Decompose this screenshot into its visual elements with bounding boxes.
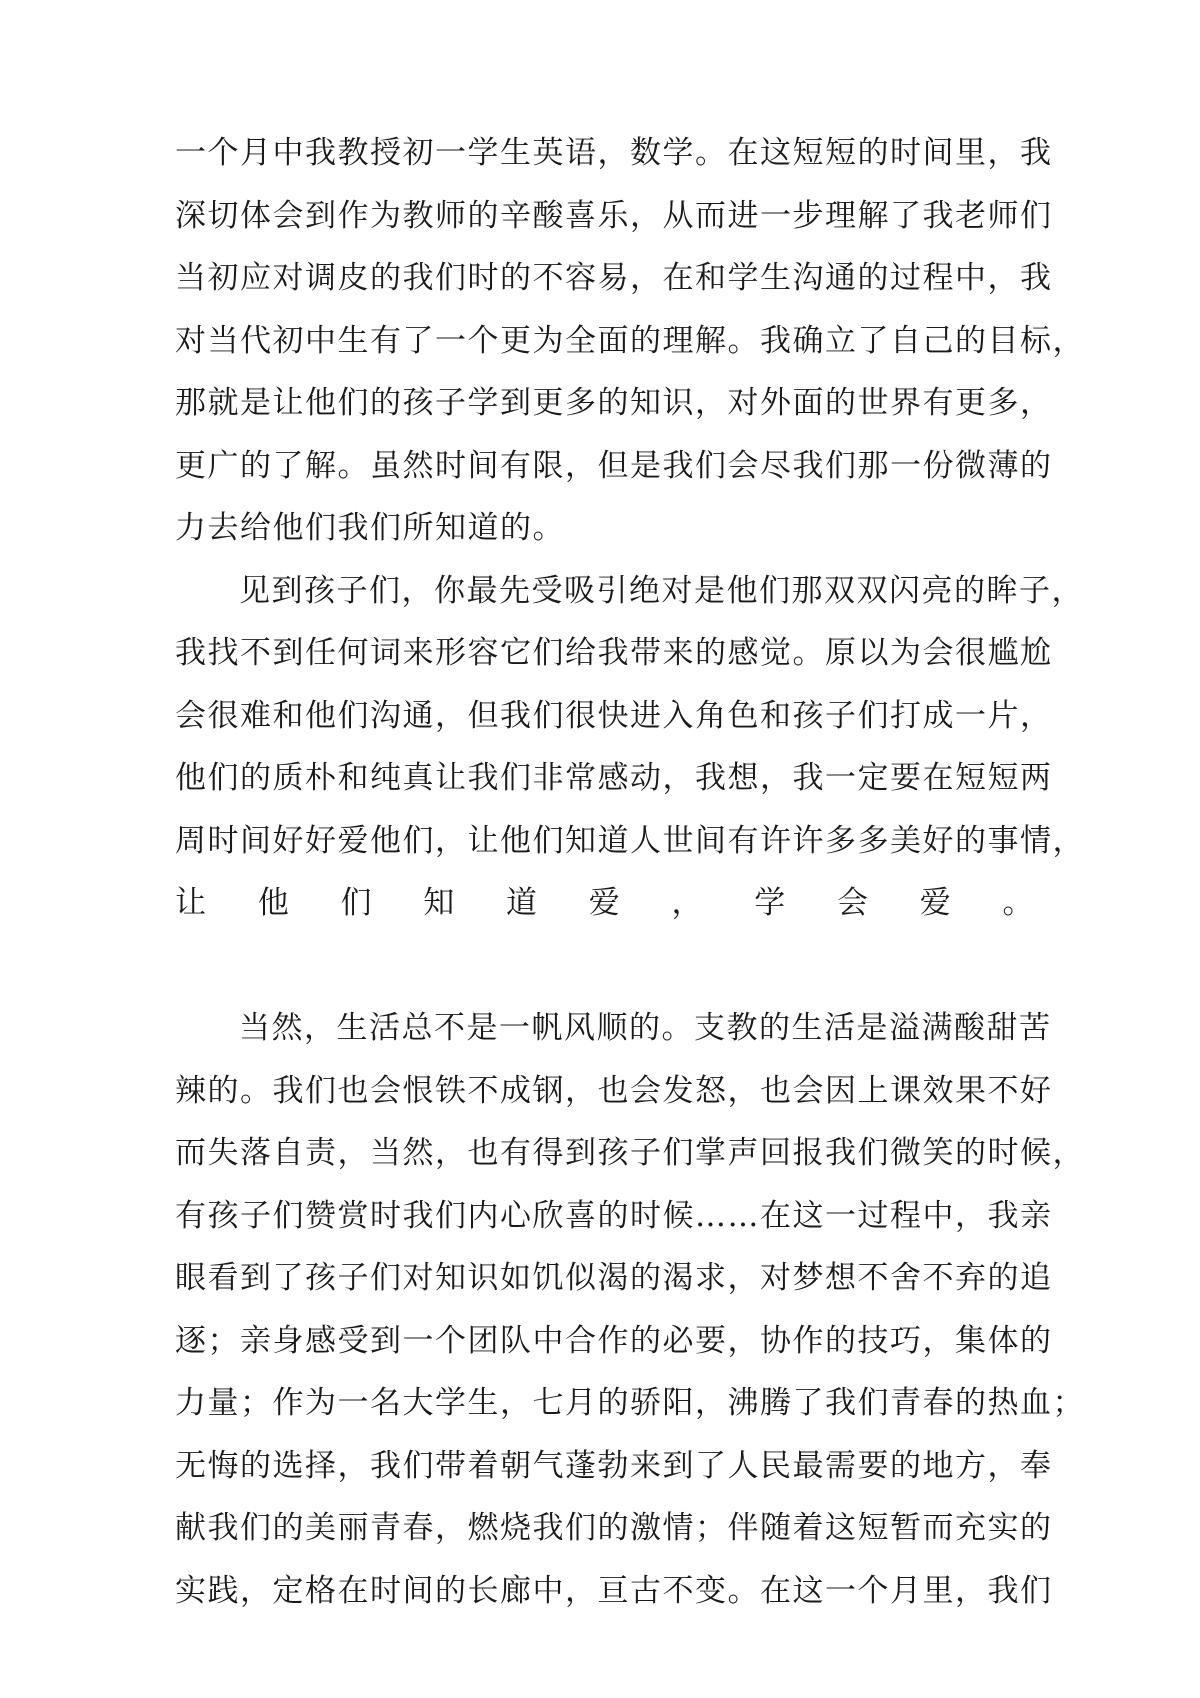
text-line: 辣的。我们也会恨铁不成钢，也会发怒，也会因上课效果不好 [175, 1072, 1053, 1109]
text-line: 献我们的美丽青春，燃烧我们的激情；伴随着这短暂而充实的 [175, 1510, 1053, 1546]
paragraph-3 [175, 997, 1085, 1622]
text-line: 当初应对调皮的我们时的不容易，在和学生沟通的过程中，我 [175, 260, 1053, 296]
text-line: 深切体会到作为教师的辛酸喜乐，从而进一步理解了我老师们 [175, 197, 1053, 234]
text-line: 眼看到了孩子们对知识如饥似渴的渴求，对梦想不舍不弃的追 [175, 1260, 1053, 1296]
text-line: 当然，生活总不是一帆风顺的。支教的生活是溢满酸甜苦 [239, 1010, 1052, 1046]
text-line: 力量；作为一名大学生，七月的骄阳，沸腾了我们青春的热血； [175, 1385, 1085, 1421]
text-line: 实践，定格在时间的长廊中，亘古不变。在这一个月里，我们 [175, 1572, 1053, 1609]
text-line: 他们的质朴和纯真让我们非常感动，我想，我一定要在短短两 [175, 760, 1053, 796]
text-line: 那就是让他们的孩子学到更多的知识，对外面的世界有更多， [175, 385, 1053, 421]
text-line: 会很难和他们沟通，但我们很快进入角色和孩子们打成一片， [175, 697, 1053, 734]
text-line: 力去给他们我们所知道的。 [175, 510, 565, 546]
paragraph-2 [175, 560, 1085, 998]
text-line: 无悔的选择，我们带着朝气蓬勃来到了人民最需要的地方，奉 [175, 1447, 1053, 1484]
paragraph-1 [175, 122, 1085, 560]
text-line: 对当代初中生有了一个更为全面的理解。我确立了自己的目标， [175, 322, 1085, 359]
document-body [175, 122, 1085, 1622]
text-line: 我找不到任何词来形容它们给我带来的感觉。原以为会很尴尬 [175, 635, 1053, 671]
text-line [175, 935, 1035, 998]
text-line: 一个月中我教授初一学生英语，数学。在这短短的时间里，我 [175, 135, 1053, 171]
text-line: 见到孩子们，你最先受吸引绝对是他们那双双闪亮的眸子， [239, 572, 1084, 609]
text-line: 而失落自责，当然，也有得到孩子们掌声回报我们微笑的时候， [175, 1135, 1085, 1171]
text-line: 让他们知道爱，学会爱。 [175, 885, 1035, 921]
text-line: 有孩子们赞赏时我们内心欣喜的时候……在这一过程中，我亲 [175, 1197, 1053, 1234]
text-line: 周时间好好爱他们，让他们知道人世间有许许多多美好的事情， [175, 822, 1085, 859]
text-line: 逐；亲身感受到一个团队中合作的必要，协作的技巧，集体的 [175, 1322, 1053, 1359]
text-line: 更广的了解。虽然时间有限，但是我们会尽我们那一份微薄的 [175, 447, 1053, 484]
